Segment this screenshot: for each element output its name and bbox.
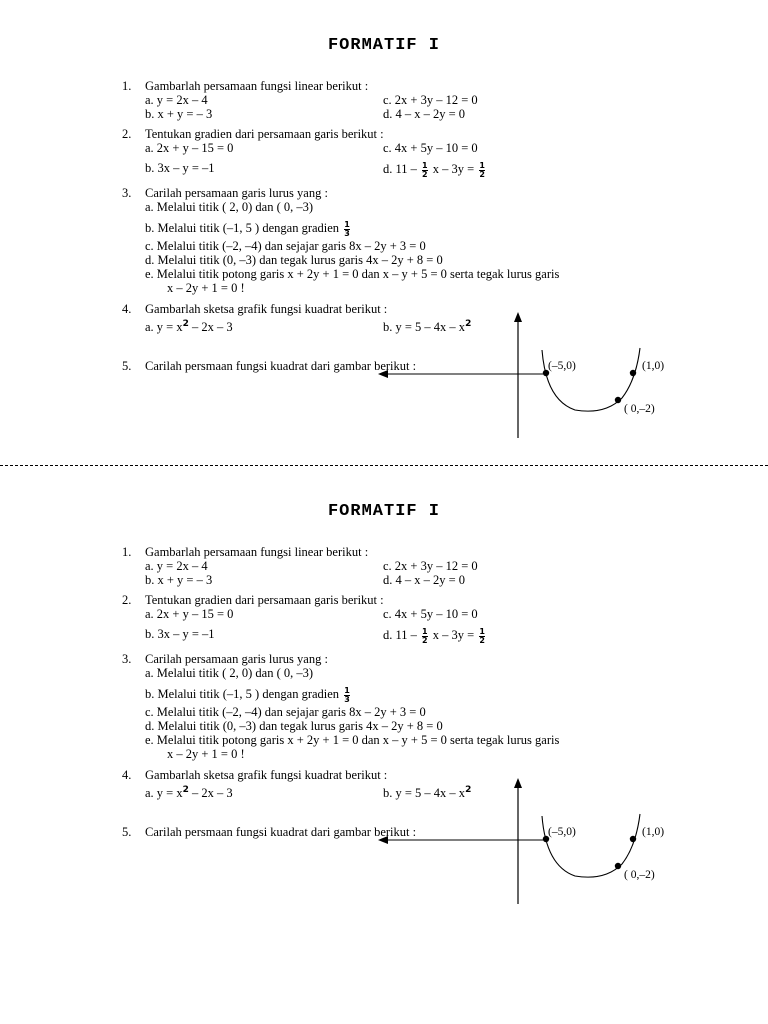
q2-text: Tentukan gradien dari persamaan garis berikut : — [145, 127, 384, 141]
point-y-intercept — [615, 863, 621, 869]
parabola-curve — [542, 348, 640, 411]
q4-a — [145, 784, 233, 800]
q4-b-pre: b. y = 5 – 4x – x — [383, 786, 466, 800]
q2-d — [383, 156, 487, 182]
q4-a-post: – 2x – 3 — [188, 786, 233, 800]
label-right-root: (1,0) — [642, 360, 665, 372]
q2-d-mid: x – 3y = — [432, 628, 475, 642]
q2-d-mid: x – 3y = — [432, 162, 475, 176]
q4-text: Gambarlah sketsa grafik fungsi kuadrat berikut : — [145, 302, 388, 316]
fraction-third — [344, 221, 350, 238]
fraction-half-numerator: 1 — [479, 160, 485, 170]
q3-number: 3. — [122, 186, 132, 200]
fraction-half-numerator: 1 — [422, 160, 428, 170]
fraction-half — [479, 162, 485, 179]
q1-text: Gambarlah persamaan fungsi linear berikut : — [145, 79, 369, 93]
q3-b — [145, 681, 352, 707]
q4-number: 4. — [122, 768, 132, 782]
q3-d: d. Melalui titik (0, –3) dan tegak lurus garis 4x – 2y + 8 = 0 — [145, 253, 443, 267]
q5-text: Carilah persmaan fungsi kuadrat dari gambar berikut : — [145, 359, 417, 373]
q3-a: a. Melalui titik ( 2, 0) dan ( 0, –3) — [145, 666, 314, 680]
q4-a-pre: a. y = x — [145, 320, 183, 334]
q1-a: a. y = 2x – 4 — [145, 93, 208, 107]
fraction-half-denominator: 2 — [479, 169, 485, 179]
label-y-intercept: ( 0,–2) — [624, 869, 655, 881]
y-axis-arrowhead — [514, 778, 522, 788]
fraction-third-numerator: 1 — [344, 685, 350, 695]
q2-text: Tentukan gradien dari persamaan garis berikut : — [145, 593, 384, 607]
q4-text: Gambarlah sketsa grafik fungsi kuadrat berikut : — [145, 768, 388, 782]
q4-a-pre: a. y = x — [145, 786, 183, 800]
fraction-half — [479, 628, 485, 645]
fraction-half-denominator: 2 — [479, 635, 485, 645]
pointer-arrowhead — [378, 836, 388, 844]
q1-d: d. 4 – x – 2y = 0 — [383, 573, 466, 587]
fraction-third-denominator: 3 — [344, 694, 350, 704]
q2-b: b. 3x – y = –1 — [145, 161, 215, 175]
q2-b: b. 3x – y = –1 — [145, 627, 215, 641]
label-y-intercept: ( 0,–2) — [624, 403, 655, 415]
q1-b: b. x + y = – 3 — [145, 107, 213, 121]
q2-d-pre: d. 11 – — [383, 162, 417, 176]
fraction-half — [422, 628, 428, 645]
q3-b — [145, 215, 352, 241]
q5-number: 5. — [122, 825, 132, 839]
point-y-intercept — [615, 397, 621, 403]
fraction-third-numerator: 1 — [344, 219, 350, 229]
q3-text: Carilah persamaan garis lurus yang : — [145, 652, 328, 666]
fraction-half-denominator: 2 — [422, 169, 428, 179]
worksheet-title: FORMATIF I — [327, 502, 441, 521]
superscript-2: 2 — [465, 785, 472, 795]
superscript-2: 2 — [465, 319, 472, 329]
q2-c: c. 4x + 5y – 10 = 0 — [383, 141, 478, 155]
fraction-third-denominator: 3 — [344, 228, 350, 238]
label-right-root: (1,0) — [642, 826, 665, 838]
q2-a: a. 2x + y – 15 = 0 — [145, 607, 234, 621]
pointer-arrowhead — [378, 370, 388, 378]
worksheet-copy-1 — [0, 0, 768, 470]
q1-number: 1. — [122, 545, 132, 559]
q2-number: 2. — [122, 593, 132, 607]
q3-e: e. Melalui titik potong garis x + 2y + 1 = 0 dan x – y + 5 = 0 serta tegak lurus garis — [145, 733, 560, 747]
q4-a — [145, 318, 233, 334]
superscript-2: 2 — [182, 319, 189, 329]
q2-number: 2. — [122, 127, 132, 141]
q1-c: c. 2x + 3y – 12 = 0 — [383, 93, 478, 107]
y-axis-arrowhead — [514, 312, 522, 322]
fraction-half — [422, 162, 428, 179]
q4-b-pre: b. y = 5 – 4x – x — [383, 320, 466, 334]
q3-number: 3. — [122, 652, 132, 666]
parabola-graph — [370, 310, 710, 445]
fraction-half-denominator: 2 — [422, 635, 428, 645]
q1-text: Gambarlah persamaan fungsi linear berikut : — [145, 545, 369, 559]
q4-a-post: – 2x – 3 — [188, 320, 233, 334]
q1-number: 1. — [122, 79, 132, 93]
fraction-half-numerator: 1 — [422, 626, 428, 636]
q3-c: c. Melalui titik (–2, –4) dan sejajar garis 8x – 2y + 3 = 0 — [145, 239, 426, 253]
worksheet-title: FORMATIF I — [327, 36, 441, 55]
label-left-root: (–5,0) — [548, 360, 576, 372]
worksheet-copy-2 — [0, 466, 768, 936]
q2-a: a. 2x + y – 15 = 0 — [145, 141, 234, 155]
q5-text: Carilah persmaan fungsi kuadrat dari gambar berikut : — [145, 825, 417, 839]
q2-d — [383, 622, 487, 648]
q1-b: b. x + y = – 3 — [145, 573, 213, 587]
q3-e: e. Melalui titik potong garis x + 2y + 1 = 0 dan x – y + 5 = 0 serta tegak lurus garis — [145, 267, 560, 281]
parabola-curve — [542, 814, 640, 877]
fraction-half-numerator: 1 — [479, 626, 485, 636]
superscript-2: 2 — [182, 785, 189, 795]
q1-a: a. y = 2x – 4 — [145, 559, 208, 573]
q3-e-line2: x – 2y + 1 = 0 ! — [167, 747, 245, 761]
q1-d: d. 4 – x – 2y = 0 — [383, 107, 466, 121]
label-left-root: (–5,0) — [548, 826, 576, 838]
q3-b-text: b. Melalui titik (–1, 5 ) dengan gradien — [145, 687, 340, 701]
point-right-root — [630, 836, 636, 842]
q3-e-line2: x – 2y + 1 = 0 ! — [167, 281, 245, 295]
q5-number: 5. — [122, 359, 132, 373]
q3-a: a. Melalui titik ( 2, 0) dan ( 0, –3) — [145, 200, 314, 214]
q3-text: Carilah persamaan garis lurus yang : — [145, 186, 328, 200]
q4-number: 4. — [122, 302, 132, 316]
fraction-third — [344, 687, 350, 704]
parabola-graph — [370, 776, 710, 911]
q2-c: c. 4x + 5y – 10 = 0 — [383, 607, 478, 621]
q3-c: c. Melalui titik (–2, –4) dan sejajar garis 8x – 2y + 3 = 0 — [145, 705, 426, 719]
q3-b-text: b. Melalui titik (–1, 5 ) dengan gradien — [145, 221, 340, 235]
q3-d: d. Melalui titik (0, –3) dan tegak lurus garis 4x – 2y + 8 = 0 — [145, 719, 443, 733]
q2-d-pre: d. 11 – — [383, 628, 417, 642]
q1-c: c. 2x + 3y – 12 = 0 — [383, 559, 478, 573]
point-right-root — [630, 370, 636, 376]
